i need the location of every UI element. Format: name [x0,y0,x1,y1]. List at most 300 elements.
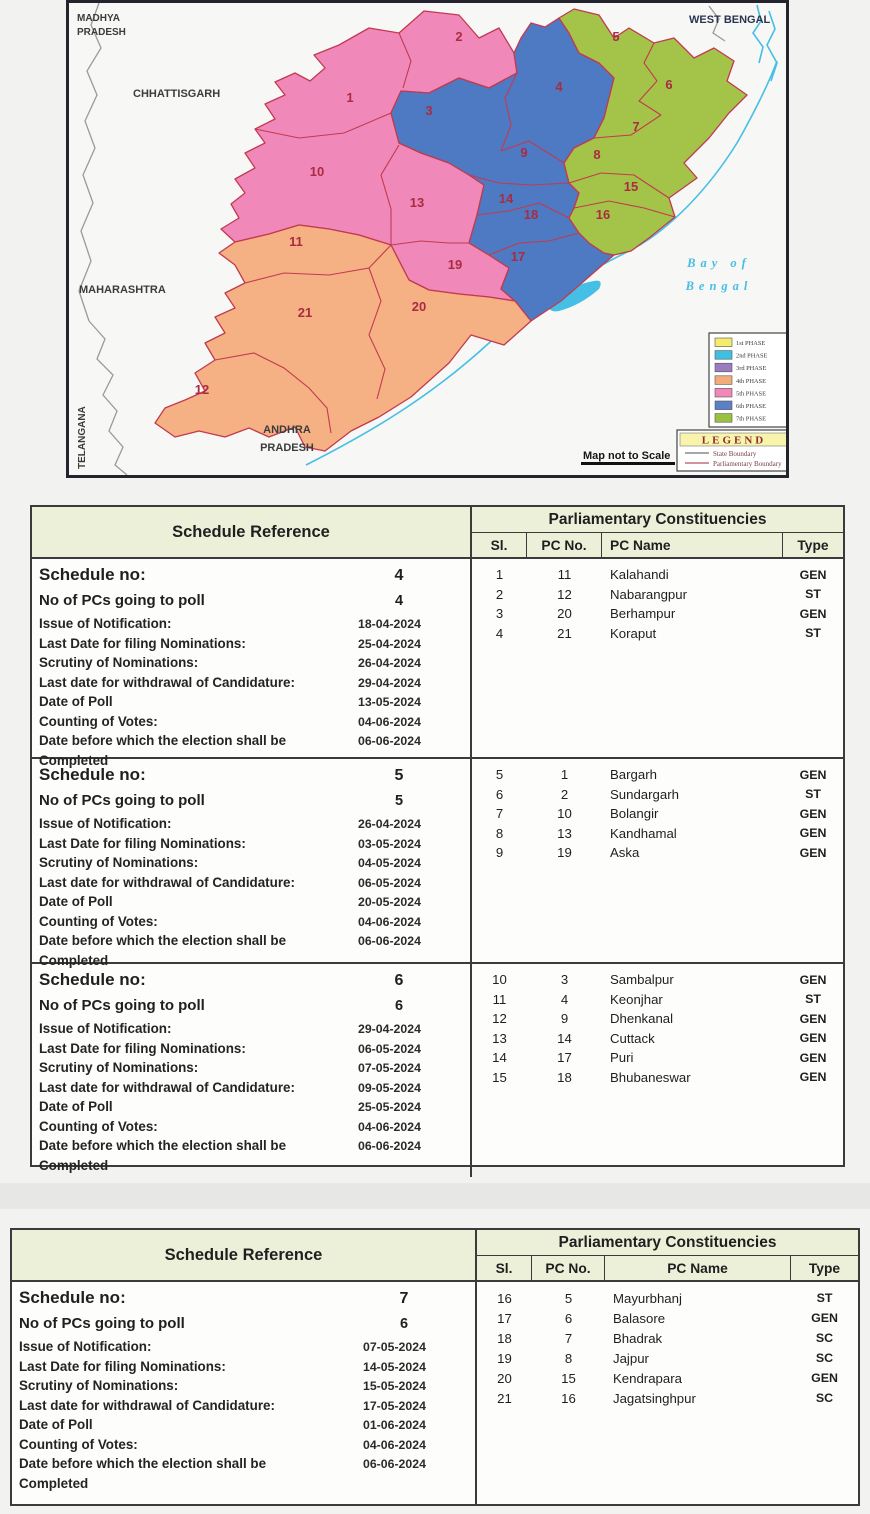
phase2-swatch [715,351,732,360]
field-value: 06-05-2024 [358,875,421,890]
field-label: Last date for withdrawal of Candidature: [39,874,295,890]
field-label: No of PCs going to poll [39,997,205,1014]
type-cell: ST [805,787,821,802]
field-value: 4 [394,567,404,584]
pc-name-cell: Dhenkanal [610,1011,674,1027]
region-number: 1 [346,90,354,105]
schedule-field [39,933,462,953]
constituency-row [472,1009,843,1029]
telangana-label: TELANGANA [77,406,88,469]
field-label: Scrutiny of Nominations: [39,655,199,670]
schedule-field [39,914,462,934]
region-number: 13 [409,195,425,210]
pc-no-cell: 10 [557,806,572,822]
maharashtra-label: MAHARASHTRA [79,284,166,296]
field-value: 01-06-2024 [363,1418,426,1432]
col-type: Type [808,1260,841,1276]
constituency-row [472,565,843,585]
field-value: 17-05-2024 [363,1398,426,1413]
sl-cell: 9 [495,845,504,861]
type-cell: ST [805,587,821,602]
phase2-label: 2nd PHASE [736,352,768,360]
schedule-field [19,1378,467,1398]
col-sl: Sl. [472,533,527,557]
field-value: 26-04-2024 [358,817,421,831]
pc-no-cell: 16 [561,1390,576,1406]
constituencies-header [472,507,843,557]
pc-name-cell: Cuttack [610,1030,655,1046]
schedule-field [39,714,462,734]
schedule-5-fields [32,759,472,968]
schedule-6-block [32,964,843,1177]
field-value: 06-06-2024 [358,734,421,748]
odisha-phase-map [66,0,789,478]
field-label: Issue of Notification: [39,1021,172,1036]
phase5-label: 5th PHASE [736,390,767,398]
region-number: 3 [425,103,433,118]
region-number: 17 [510,249,526,264]
field-label: Schedule no: [19,1288,126,1307]
pc-no-cell: 14 [557,1030,572,1046]
sl-cell: 14 [492,1050,507,1066]
schedule-field [19,1398,467,1418]
field-label: Last Date for filing Nominations: [39,1040,246,1056]
sl-cell: 15 [492,1069,507,1085]
schedule-field [39,970,462,997]
field-value: 06-06-2024 [363,1457,426,1471]
constituency-row [472,585,843,605]
field-value: 7 [399,1290,409,1307]
pc-name-cell: Bargarh [610,767,657,783]
constituency-row [472,1048,843,1068]
field-label-continued: Completed [39,952,109,968]
schedule-5-block [32,759,843,968]
field-label-continued: Completed [19,1475,89,1491]
schedule-field [19,1359,467,1379]
phase-legend [709,333,786,427]
pc-no-cell: 8 [564,1350,573,1366]
pc-name-cell: Sundargarh [610,786,679,802]
schedule-field [19,1456,467,1476]
bay-of-bengal-label [685,256,753,293]
constituency-row [472,804,843,824]
pc-name-cell: Bhubaneswar [610,1069,691,1085]
schedule-field [39,792,462,816]
type-cell: GEN [799,826,827,841]
phase-regions [155,9,747,451]
pc-no-cell: 9 [560,1011,569,1027]
pc-no-cell: 15 [561,1370,576,1386]
field-label: Last date for withdrawal of Candidature: [39,1079,295,1095]
field-label: Counting of Votes: [39,1118,158,1134]
constituency-row [472,624,843,644]
field-label: Date before which the election shall be [39,1138,287,1153]
schedule-field [39,1021,462,1041]
type-cell: GEN [799,806,827,821]
constituencies-columns [472,533,843,557]
scale-note: Map not to Scale [583,450,671,462]
field-label: Date before which the election shall be [39,733,287,748]
schedule-4-fields [32,559,472,768]
type-cell: SC [815,1391,834,1405]
region-number: 9 [520,145,528,160]
region-number: 14 [498,191,514,206]
field-value: 25-05-2024 [358,1100,421,1114]
phase3-label: 3rd PHASE [736,365,767,373]
phase6-swatch [715,401,732,410]
region-number: 20 [411,299,427,314]
region-number: 2 [455,29,463,44]
field-value: 15-05-2024 [363,1379,426,1393]
field-label: Last Date for filing Nominations: [39,635,246,651]
sl-cell: 21 [497,1390,512,1406]
schedule-field [39,997,462,1021]
field-value: 07-05-2024 [358,1061,421,1075]
region-number: 15 [623,179,639,194]
sl-cell: 11 [492,991,507,1007]
schedule-4-constituencies [472,559,843,757]
region-number: 5 [612,29,620,44]
field-value: 4 [394,593,404,609]
phase4-swatch [715,376,732,385]
legend-title: LEGEND [701,434,767,447]
type-cell: ST [805,626,821,641]
pc-no-cell: 11 [557,567,572,583]
type-cell: GEN [811,1371,838,1385]
schedule-4-block [32,559,843,768]
constituencies-title: Parliamentary Constituencies [472,507,843,533]
pc-no-cell: 17 [557,1050,572,1066]
phase4-label: 4th PHASE [736,377,767,385]
pc-no-cell: 4 [560,991,569,1007]
pc-name-cell: Berhampur [610,606,676,622]
sl-cell: 8 [495,825,504,841]
type-cell: GEN [799,1070,827,1085]
parliamentary-boundary-label: Parliamentary Boundary [713,460,782,468]
pc-no-cell: 3 [560,972,569,988]
table2-header [12,1230,858,1282]
phase1-label: 1st PHASE [736,340,766,347]
schedule-field [39,1041,462,1061]
field-label: Scrutiny of Nominations: [39,1060,199,1075]
pc-no-cell: 13 [557,825,572,841]
field-label: Counting of Votes: [19,1436,138,1452]
andhra-pradesh-label2: PRADESH [260,442,314,454]
phase5-swatch [715,388,732,397]
page-divider-band [0,1183,870,1209]
schedule-reference-header: Schedule Reference [12,1230,477,1280]
region-number: 10 [309,164,325,179]
schedule-field [39,592,462,616]
schedule-field [39,816,462,836]
legend-box [677,430,786,471]
pc-name-cell: Sambalpur [610,972,674,988]
constituency-row [472,970,843,990]
schedule-field [39,733,462,753]
schedule-field [39,1138,462,1158]
field-value: 18-04-2024 [358,617,421,631]
pc-name-cell: Jajpur [613,1350,649,1366]
field-label: Schedule no: [39,565,146,584]
field-value: 04-06-2024 [358,714,421,729]
schedule-field [39,616,462,636]
schedule-field [39,894,462,914]
field-value: 03-05-2024 [358,836,421,851]
pc-no-cell: 18 [557,1069,572,1085]
schedule-field [39,765,462,792]
table1-header [32,507,843,559]
type-cell: GEN [799,567,827,582]
schedule-field [39,1099,462,1119]
type-cell: ST [816,1291,833,1305]
type-cell: GEN [799,1031,827,1046]
constituencies-columns [477,1256,858,1280]
pc-name-cell: Bhadrak [613,1330,663,1346]
sl-cell: 20 [497,1370,512,1386]
pc-no-cell: 1 [560,767,569,783]
constituency-row [477,1388,858,1408]
field-label: Last Date for filing Nominations: [19,1358,226,1374]
field-label-continued: Completed [39,1157,109,1173]
field-label: Last Date for filing Nominations: [39,835,246,851]
schedule-reference-header: Schedule Reference [32,507,472,557]
schedule-field [39,655,462,675]
pc-no-cell: 7 [564,1330,573,1346]
sl-cell: 16 [497,1290,512,1306]
sl-cell: 6 [495,786,504,802]
andhra-pradesh-label: ANDHRA [263,424,311,436]
constituency-row [472,785,843,805]
type-cell: ST [805,992,821,1007]
constituencies-title: Parliamentary Constituencies [477,1230,858,1256]
col-pc-no: PC No. [527,533,602,557]
field-label: Issue of Notification: [39,816,172,831]
schedule-field [19,1315,467,1339]
field-value: 6 [394,998,404,1014]
schedule-field [39,636,462,656]
constituency-row [477,1348,858,1368]
state-boundary-label: State Boundary [713,450,757,458]
pc-no-cell: 6 [564,1310,573,1326]
sl-cell: 19 [497,1350,512,1366]
field-label: Scrutiny of Nominations: [19,1378,179,1393]
sl-cell: 4 [495,625,504,641]
region-number: 7 [632,119,640,134]
field-label: Issue of Notification: [39,616,172,631]
bay-line2: Bengal [685,279,753,293]
field-value: 26-04-2024 [358,656,421,670]
region-number: 18 [523,207,539,222]
schedule-field [39,1060,462,1080]
pc-name-cell: Jagatsinghpur [613,1390,696,1406]
field-label: No of PCs going to poll [19,1315,185,1332]
pc-name-cell: Mayurbhanj [613,1290,682,1306]
pc-name-cell: Kendrapara [613,1370,682,1386]
field-value: 29-04-2024 [358,1022,421,1036]
schedule-field [19,1288,467,1315]
sl-cell: 10 [492,972,507,988]
madhya-pradesh-label: MADHYA [77,13,120,24]
pc-no-cell: 12 [557,586,572,602]
pc-no-cell: 5 [564,1290,573,1306]
col-type: Type [797,537,829,553]
col-pc-name: PC Name [602,533,783,557]
west-bengal-label: WEST BENGAL [689,14,771,26]
schedule-field [19,1339,467,1359]
schedule-7-fields [12,1282,477,1504]
phase7-swatch [715,414,732,423]
constituency-row [472,824,843,844]
field-label: Date of Poll [19,1417,93,1432]
field-value: 06-06-2024 [358,1139,421,1153]
type-cell: GEN [799,972,827,987]
region-number: 16 [595,207,611,222]
field-value: 04-06-2024 [358,1119,421,1134]
sl-cell: 2 [495,586,504,602]
field-value: 5 [394,793,404,809]
field-label: Schedule no: [39,765,146,784]
field-label: No of PCs going to poll [39,592,205,609]
region-number: 4 [555,79,563,94]
pc-name-cell: Bolangir [610,806,659,822]
region-number: 6 [665,77,673,92]
field-value: 5 [394,767,404,784]
field-value: 07-05-2024 [363,1340,426,1354]
pc-name-cell: Puri [610,1050,634,1066]
constituency-row [477,1308,858,1328]
pc-name-cell: Keonjhar [610,991,663,1007]
type-cell: GEN [799,767,827,782]
schedule-field [19,1437,467,1457]
type-cell: GEN [799,606,827,621]
phase6-label: 6th PHASE [736,403,767,410]
field-value: 25-04-2024 [358,636,421,651]
phase1-swatch [715,338,732,347]
field-label: Date of Poll [39,694,113,709]
field-value: 06-06-2024 [358,934,421,948]
table1-body [32,559,843,1177]
col-pc-no: PC No. [532,1256,605,1280]
bay-line1: Bay of [687,256,751,270]
field-label: No of PCs going to poll [39,792,205,809]
pc-no-cell: 2 [560,786,569,802]
field-label: Counting of Votes: [39,713,158,729]
type-cell: GEN [811,1311,838,1325]
sl-cell: 17 [497,1310,512,1326]
map-svg [69,3,786,475]
field-label: Scrutiny of Nominations: [39,855,199,870]
field-label: Last date for withdrawal of Candidature: [39,674,295,690]
schedule-field [39,675,462,695]
sl-cell: 5 [495,767,504,783]
field-label: Schedule no: [39,970,146,989]
type-cell: GEN [799,1011,827,1026]
pc-name-cell: Koraput [610,625,657,641]
scale-note-underline [581,462,675,465]
field-label-continued: Completed [39,752,109,768]
field-value: 29-04-2024 [358,675,421,690]
pc-name-cell: Balasore [613,1310,666,1326]
schedule-field [39,694,462,714]
pc-name-cell: Kandhamal [610,825,677,841]
sl-cell: 1 [495,567,504,583]
phase3-swatch [715,363,732,372]
field-value: 6 [394,972,404,989]
pc-name-cell: Aska [610,845,640,861]
constituency-row [472,765,843,785]
schedule-6-constituencies [472,964,843,1177]
sl-cell: 18 [497,1330,512,1346]
region-number: 19 [447,257,463,272]
type-cell: SC [815,1331,834,1345]
constituency-row [472,1068,843,1088]
field-label: Date of Poll [39,894,113,909]
field-label: Date before which the election shall be [39,933,287,948]
col-sl: Sl. [477,1256,532,1280]
field-label: Date of Poll [39,1099,113,1114]
constituency-row [477,1288,858,1308]
schedule-field [39,875,462,895]
constituency-row [477,1328,858,1348]
pc-no-cell: 21 [557,625,572,641]
field-value: 6 [399,1316,409,1332]
field-value: 09-05-2024 [358,1080,421,1095]
table2-body [12,1282,858,1504]
field-value: 20-05-2024 [358,895,421,909]
sl-cell: 12 [492,1011,507,1027]
constituency-row [472,990,843,1010]
schedule-field [39,1080,462,1100]
schedule-field [39,565,462,592]
chhattisgarh-label: CHHATTISGARH [133,88,221,100]
field-label: Counting of Votes: [39,913,158,929]
field-label: Date before which the election shall be [19,1456,267,1471]
schedule-field [19,1417,467,1437]
field-value: 14-05-2024 [363,1359,426,1374]
schedule-field [39,1119,462,1139]
type-cell: GEN [799,845,827,860]
schedule-field [39,836,462,856]
field-value: 04-06-2024 [363,1437,426,1452]
schedule-6-fields [32,964,472,1177]
constituencies-header [477,1230,858,1280]
region-number: 21 [297,305,313,320]
region-number: 8 [593,147,601,162]
schedule-table-1 [30,505,845,1173]
schedule-7-block [12,1282,858,1504]
pc-no-cell: 19 [557,845,572,861]
field-value: 04-05-2024 [358,856,421,870]
region-number: 11 [289,234,303,249]
pc-name-cell: Kalahandi [610,567,669,583]
schedule-7-constituencies [477,1282,858,1504]
sl-cell: 7 [495,806,504,822]
pc-name-cell: Nabarangpur [610,586,687,602]
field-value: 06-05-2024 [358,1041,421,1056]
type-cell: SC [815,1351,834,1365]
sl-cell: 3 [495,606,504,622]
field-value: 04-06-2024 [358,914,421,929]
region-number: 12 [194,382,210,397]
constituency-row [472,604,843,624]
field-label: Last date for withdrawal of Candidature: [19,1397,275,1413]
pc-no-cell: 20 [557,606,572,622]
field-value: 13-05-2024 [358,695,421,709]
constituency-row [477,1368,858,1388]
phase7-label: 7th PHASE [736,415,767,423]
constituency-row [472,1029,843,1049]
field-label: Issue of Notification: [19,1339,152,1354]
